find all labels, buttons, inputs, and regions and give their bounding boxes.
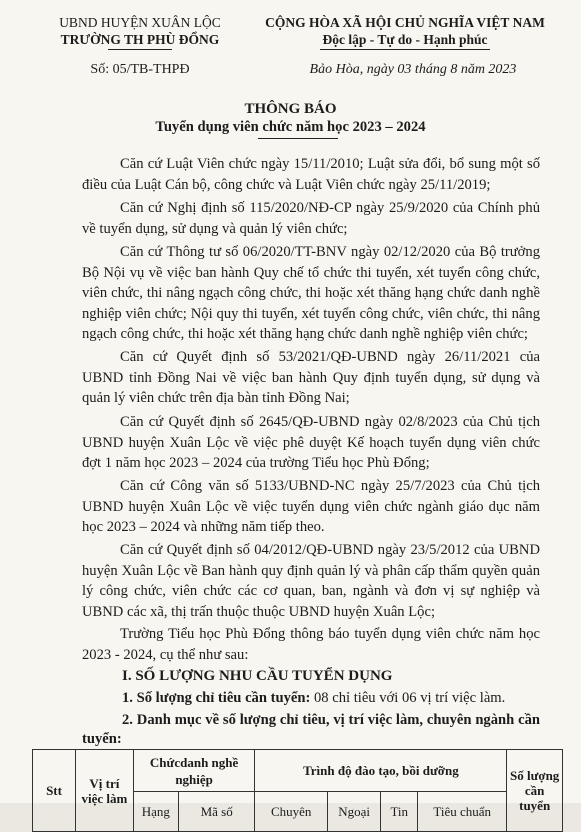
section-1-item-2: 2. Danh mục về số lượng chỉ tiêu, vị trí việc làm, chuyên ngành cần tuyển:: [82, 712, 540, 747]
col-specialty: Chuyên: [255, 792, 327, 832]
document-date: Bảo Hòa, ngày 03 tháng 8 năm 2023: [309, 62, 517, 77]
issuer-authority: UBND HUYỆN XUÂN LỘC: [59, 15, 221, 30]
col-language: Ngoại: [327, 792, 381, 832]
col-standard: Tiêu chuẩn: [418, 792, 507, 832]
col-title-group: Chứcdanh nghề nghiệp: [133, 750, 255, 792]
col-it: Tin: [381, 792, 418, 832]
document-title: THÔNG BÁO: [244, 101, 337, 117]
col-position: Vị trí việc làm: [76, 750, 134, 832]
basis-paragraph-5: Căn cứ Quyết định số 2645/QĐ-UBND ngày 02/8/2023 của Chủ tịch UBND huyện Xuân Lộc về việc phê duyệt Kế hoạch tuyển dụng viên chức đợt 1 năm học 2023 – 2024 của trường Tiểu học Phù Đổng;: [82, 414, 540, 471]
col-stt: Stt: [33, 750, 76, 832]
col-rank: Hạng: [133, 792, 178, 832]
document-subtitle: Tuyển dụng viên chức năm học 2023 – 2024: [155, 119, 426, 135]
national-motto: Độc lập - Tự do - Hạnh phúc: [322, 32, 488, 47]
basis-paragraph-1: Căn cứ Luật Viên chức ngày 15/11/2010; Luật sửa đổi, bổ sung một số điều của Luật Cán bộ, công chức và Luật Viên chức ngày 25/11/2019;: [82, 156, 540, 193]
section-1-item-1: [122, 690, 562, 707]
col-code: Mã số: [178, 792, 255, 832]
national-motto-block: [240, 14, 570, 50]
item-1-text: 08 chỉ tiêu với 06 vị trí việc làm.: [310, 690, 506, 706]
recruitment-table: [32, 749, 563, 832]
announcement-intro: Trường Tiểu học Phù Đổng thông báo tuyển dụng viên chức năm học 2023 - 2024, cụ thể như sau:: [82, 626, 540, 663]
col-training-group: Trình độ đào tạo, bồi dưỡng: [255, 750, 507, 792]
issuer-block: [20, 14, 260, 78]
basis-paragraph-3: Căn cứ Thông tư số 06/2020/TT-BNV ngày 02/12/2020 của Bộ trưởng Bộ Nội vụ về việc ban hành Quy chế tổ chức thi tuyển, xét tuyển công chức, viên chức, thi nâng ngạch công chức, thi hoặc xét thăng hạng chức danh nghề nghiệp viên chức; Nội quy thi tuyển, xét tuyển công chức, viên chức, thi nâng ngạch công chức, thi hoặc xét thăng hạng chức danh nghề nghiệp viên chức;: [82, 244, 540, 342]
item-1-label: 1. Số lượng chỉ tiêu cần tuyển:: [122, 690, 311, 706]
basis-paragraph-2: Căn cứ Nghị định số 115/2020/NĐ-CP ngày 25/9/2020 của Chính phủ về tuyển dụng, sử dụng và quản lý viên chức;: [82, 200, 540, 237]
basis-paragraph-6: Căn cứ Công văn số 5133/UBND-NC ngày 25/7/2023 của Chủ tịch UBND huyện Xuân Lộc về việc tuyển dụng viên chức ngành giáo dục năm học 2023 – 2024 và những năm tiếp theo.: [82, 478, 540, 535]
col-quantity: Số lượng cần tuyển: [507, 750, 563, 832]
section-1-heading: I. SỐ LƯỢNG NHU CẦU TUYỂN DỤNG: [122, 668, 393, 684]
document-number: Số: 05/TB-THPĐ: [90, 62, 190, 77]
title-underline: [258, 138, 338, 139]
national-title: CỘNG HÒA XÃ HỘI CHỦ NGHĨA VIỆT NAM: [265, 15, 545, 30]
basis-paragraph-4: Căn cứ Quyết định số 53/2021/QĐ-UBND ngày 26/11/2021 của UBND tỉnh Đồng Nai về việc ban hành Quy định tuyển dụng, sử dụng và quản lý viên chức trên địa bàn tỉnh Đồng Nai;: [82, 349, 540, 406]
issuer-underline: [108, 49, 172, 50]
basis-paragraph-7: Căn cứ Quyết định số 04/2012/QĐ-UBND ngày 23/5/2012 của UBND huyện Xuân Lộc về Ban hành quy định quản lý và phân cấp thẩm quyền quản lý công chức, viên chức các cơ quan, ban, ngành và đơn vị sự nghiệp và UBND các xã, thị trấn thuộc thuộc UBND huyện Xuân Lộc;: [82, 542, 540, 620]
motto-underline: [320, 49, 490, 50]
issuer-school: TRƯỜNG TH PHÙ ĐỔNG: [60, 32, 220, 47]
